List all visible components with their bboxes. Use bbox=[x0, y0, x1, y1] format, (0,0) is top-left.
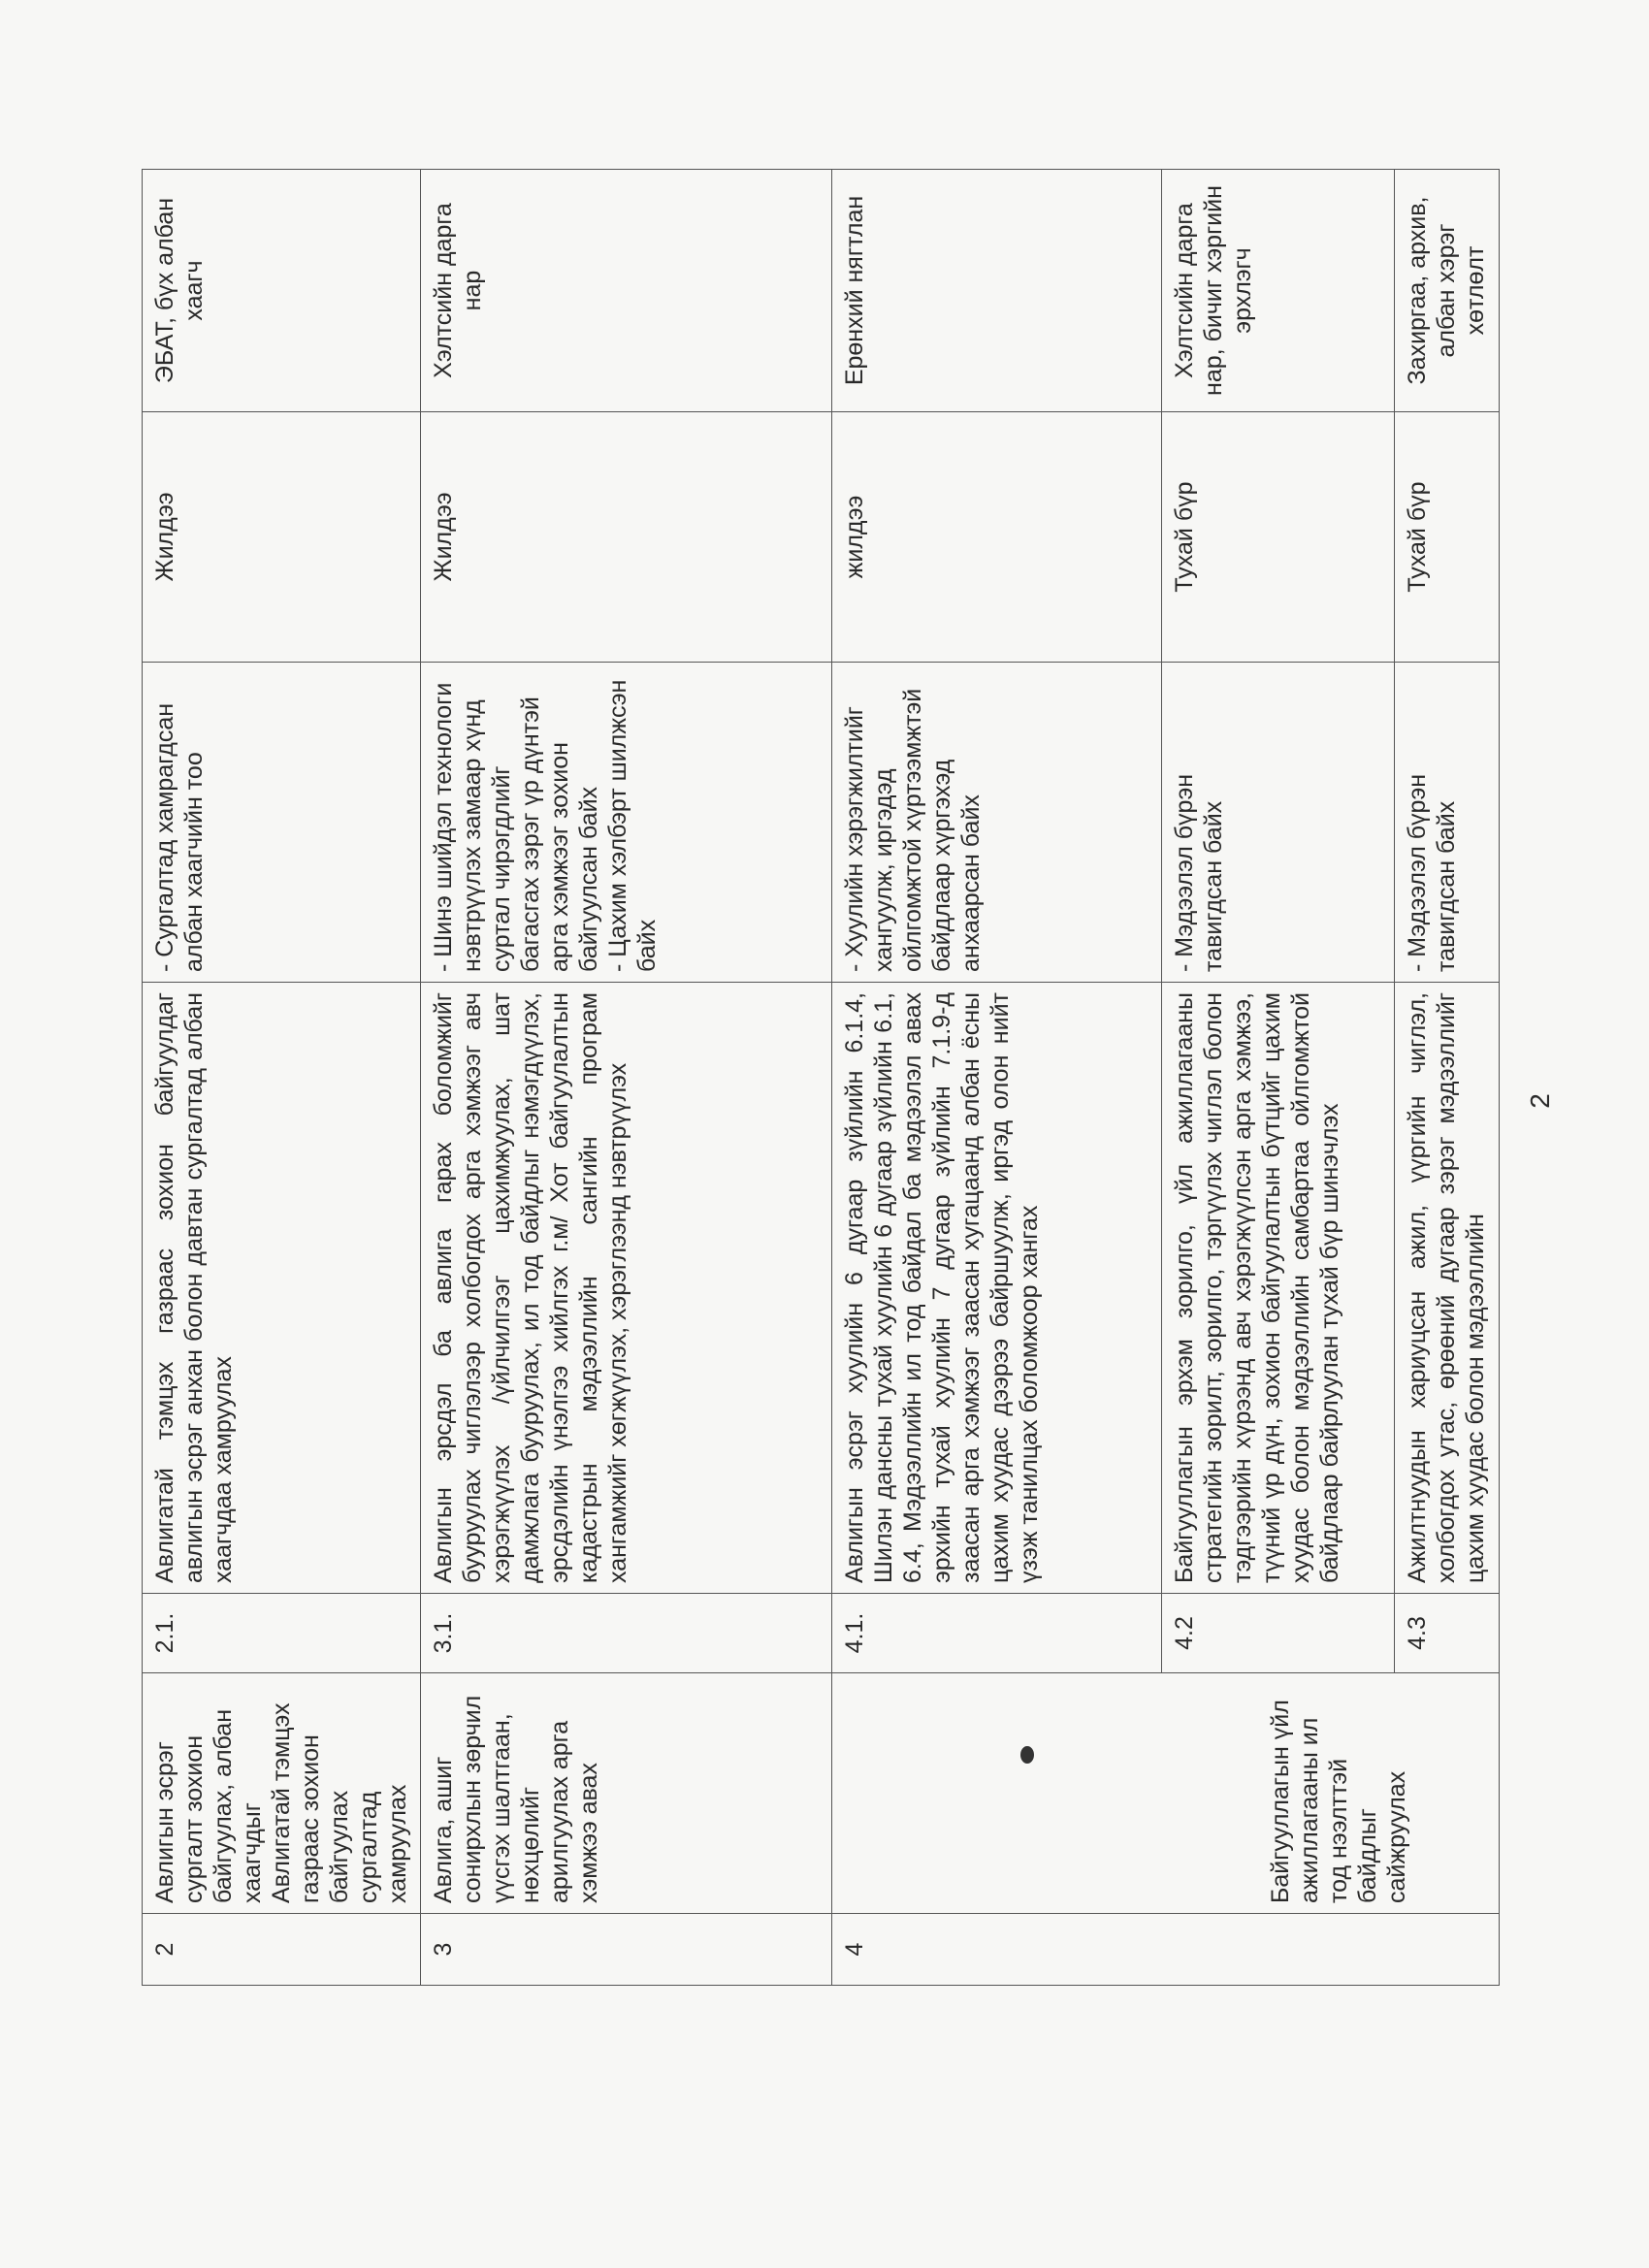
period-cell: Жилдээ bbox=[421, 412, 832, 663]
period-cell: жилдээ bbox=[832, 412, 1162, 663]
row-number: 3 bbox=[421, 1914, 832, 1986]
responsible-cell: Хэлтсийн дарга нар bbox=[421, 170, 832, 412]
responsible-cell: Ерөнхий нягтлан bbox=[832, 170, 1162, 412]
activity-code: 4.2 bbox=[1162, 1594, 1395, 1673]
activity-code: 3.1. bbox=[421, 1594, 832, 1673]
responsible-cell: Захиргаа, архив, албан хэрэг хөтлөлт bbox=[1395, 170, 1500, 412]
row-number: 2 bbox=[143, 1914, 421, 1986]
action-plan-table bbox=[142, 169, 1500, 1986]
indicator-cell: - Хуулийн хэрэгжилтийг хангуулж, иргэдэд ойлгомжтой хүртээмжтэй байдлаар хүргэхэд анхаарсан байх bbox=[832, 663, 1162, 983]
goal-cell: Авлигын эсрэг сургалт зохион байгуулах, албан хаагчдыг Авлигатай тэмцэх газраас зохион байгуулах сургалтад хамруулах bbox=[143, 1673, 421, 1914]
activity-code: 4.1. bbox=[832, 1594, 1162, 1673]
indicator-cell: - Мэдээлэл бүрэн тавигдсан байх bbox=[1395, 663, 1500, 983]
goal-cell: Байгууллагын үйл ажиллагааны ил тод нээлттэй байдлыг сайжруулах bbox=[832, 1673, 1500, 1914]
activity-cell: Авлигатай тэмцэх газраас зохион байгуулдаг авлигын эсрэг анхан болон давтан сургалтад албан хаагчдаа хамруулах bbox=[143, 983, 421, 1594]
indicator-cell: - Мэдээлэл бүрэн тавигдсан байх bbox=[1162, 663, 1395, 983]
table-row bbox=[143, 170, 421, 1986]
activity-cell: Авлигын эсрэг хуулийн 6 дугаар зүйлийн 6.1.4, Шилэн дансны тухай хуулийн 6 дугаар зүйлийн 6.1, 6.4, Мэдээллийн ил тод байдал ба мэдээлэл авах эрхийн тухай хуулийн 7 дугаар зүйлийн 7.1.9-д заасан арга хэмжээг заасан хугацаанд албан ёсны цахим хуудас дээрээ байршуулж, иргэд олон нийт үзэж танилцах боломжоор хангах bbox=[832, 983, 1162, 1594]
activity-cell: Байгууллагын эрхэм зорилго, үйл ажиллагааны стратегийн зорилт, зорилго, тэргүүлэх чиглэл болон тэдгээрийн хүрээнд авч хэрэгжүүлсэн арга хэмжээ, түүний үр дүн, зохион байгуулалтын бүтцийг цахим хуудас болон мэдээллийн самбартаа ойлгомжтой байдлаар байрлуулан тухай бүр шинэчлэх bbox=[1162, 983, 1395, 1594]
activity-cell: Авлигын эрсдэл ба авлига гарах боломжийг бууруулах чиглэлээр холбогдох арга хэмжээг авч хэрэгжүүлэх /үйлчилгээг цахимжуулах, шат дамжлага бууруулах, ил тод байдлыг нэмэгдүүлэх, эрсдэлийн үнэлгээ хийлгэх г.м/ Хот байгуулалтын кадастрын мэдээллийн сангийн програм хангамжийг хөгжүүлэх, хэрэглээнд нэвтрүүлэх bbox=[421, 983, 832, 1594]
indicator-cell: - Шинэ шийдэл технологи нэвтрүүлэх замаар хүнд суртал чирэгдлийг багасгах зэрэг үр дүнтэй арга хэмжээг зохион байгуулсан байх - Цахим хэлбэрт шилжсэн байх bbox=[421, 663, 832, 983]
page-number: 2 bbox=[1524, 1093, 1555, 1109]
activity-code: 4.3 bbox=[1395, 1594, 1500, 1673]
indicator-cell: - Сургалтад хамрагдсан албан хаагчийн тоо bbox=[143, 663, 421, 983]
goal-cell: Авлига, ашиг сонирхлын зөрчил үүсгэх шалтгаан, нөхцөлийг арилгуулах арга хэмжээ авах bbox=[421, 1673, 832, 1914]
activity-cell: Ажилтнуудын хариуцсан ажил, үүргийн чиглэл, холбогдох утас, өрөөний дугаар зэрэг мэдээллийг цахим хуудас болон мэдээллийн bbox=[1395, 983, 1500, 1594]
rotated-page-content bbox=[142, 170, 1489, 1986]
table-row bbox=[832, 170, 1162, 1986]
ink-spot bbox=[1020, 1746, 1034, 1764]
period-cell: Жилдээ bbox=[143, 412, 421, 663]
period-cell: Тухай бүр bbox=[1395, 412, 1500, 663]
responsible-cell: Хэлтсийн дарга нар, бичиг хэргийн эрхлэгч bbox=[1162, 170, 1395, 412]
period-cell: Тухай бүр bbox=[1162, 412, 1395, 663]
table-row bbox=[421, 170, 832, 1986]
row-number: 4 bbox=[832, 1914, 1500, 1986]
responsible-cell: ЭБАТ, бүх албан хаагч bbox=[143, 170, 421, 412]
activity-code: 2.1. bbox=[143, 1594, 421, 1673]
